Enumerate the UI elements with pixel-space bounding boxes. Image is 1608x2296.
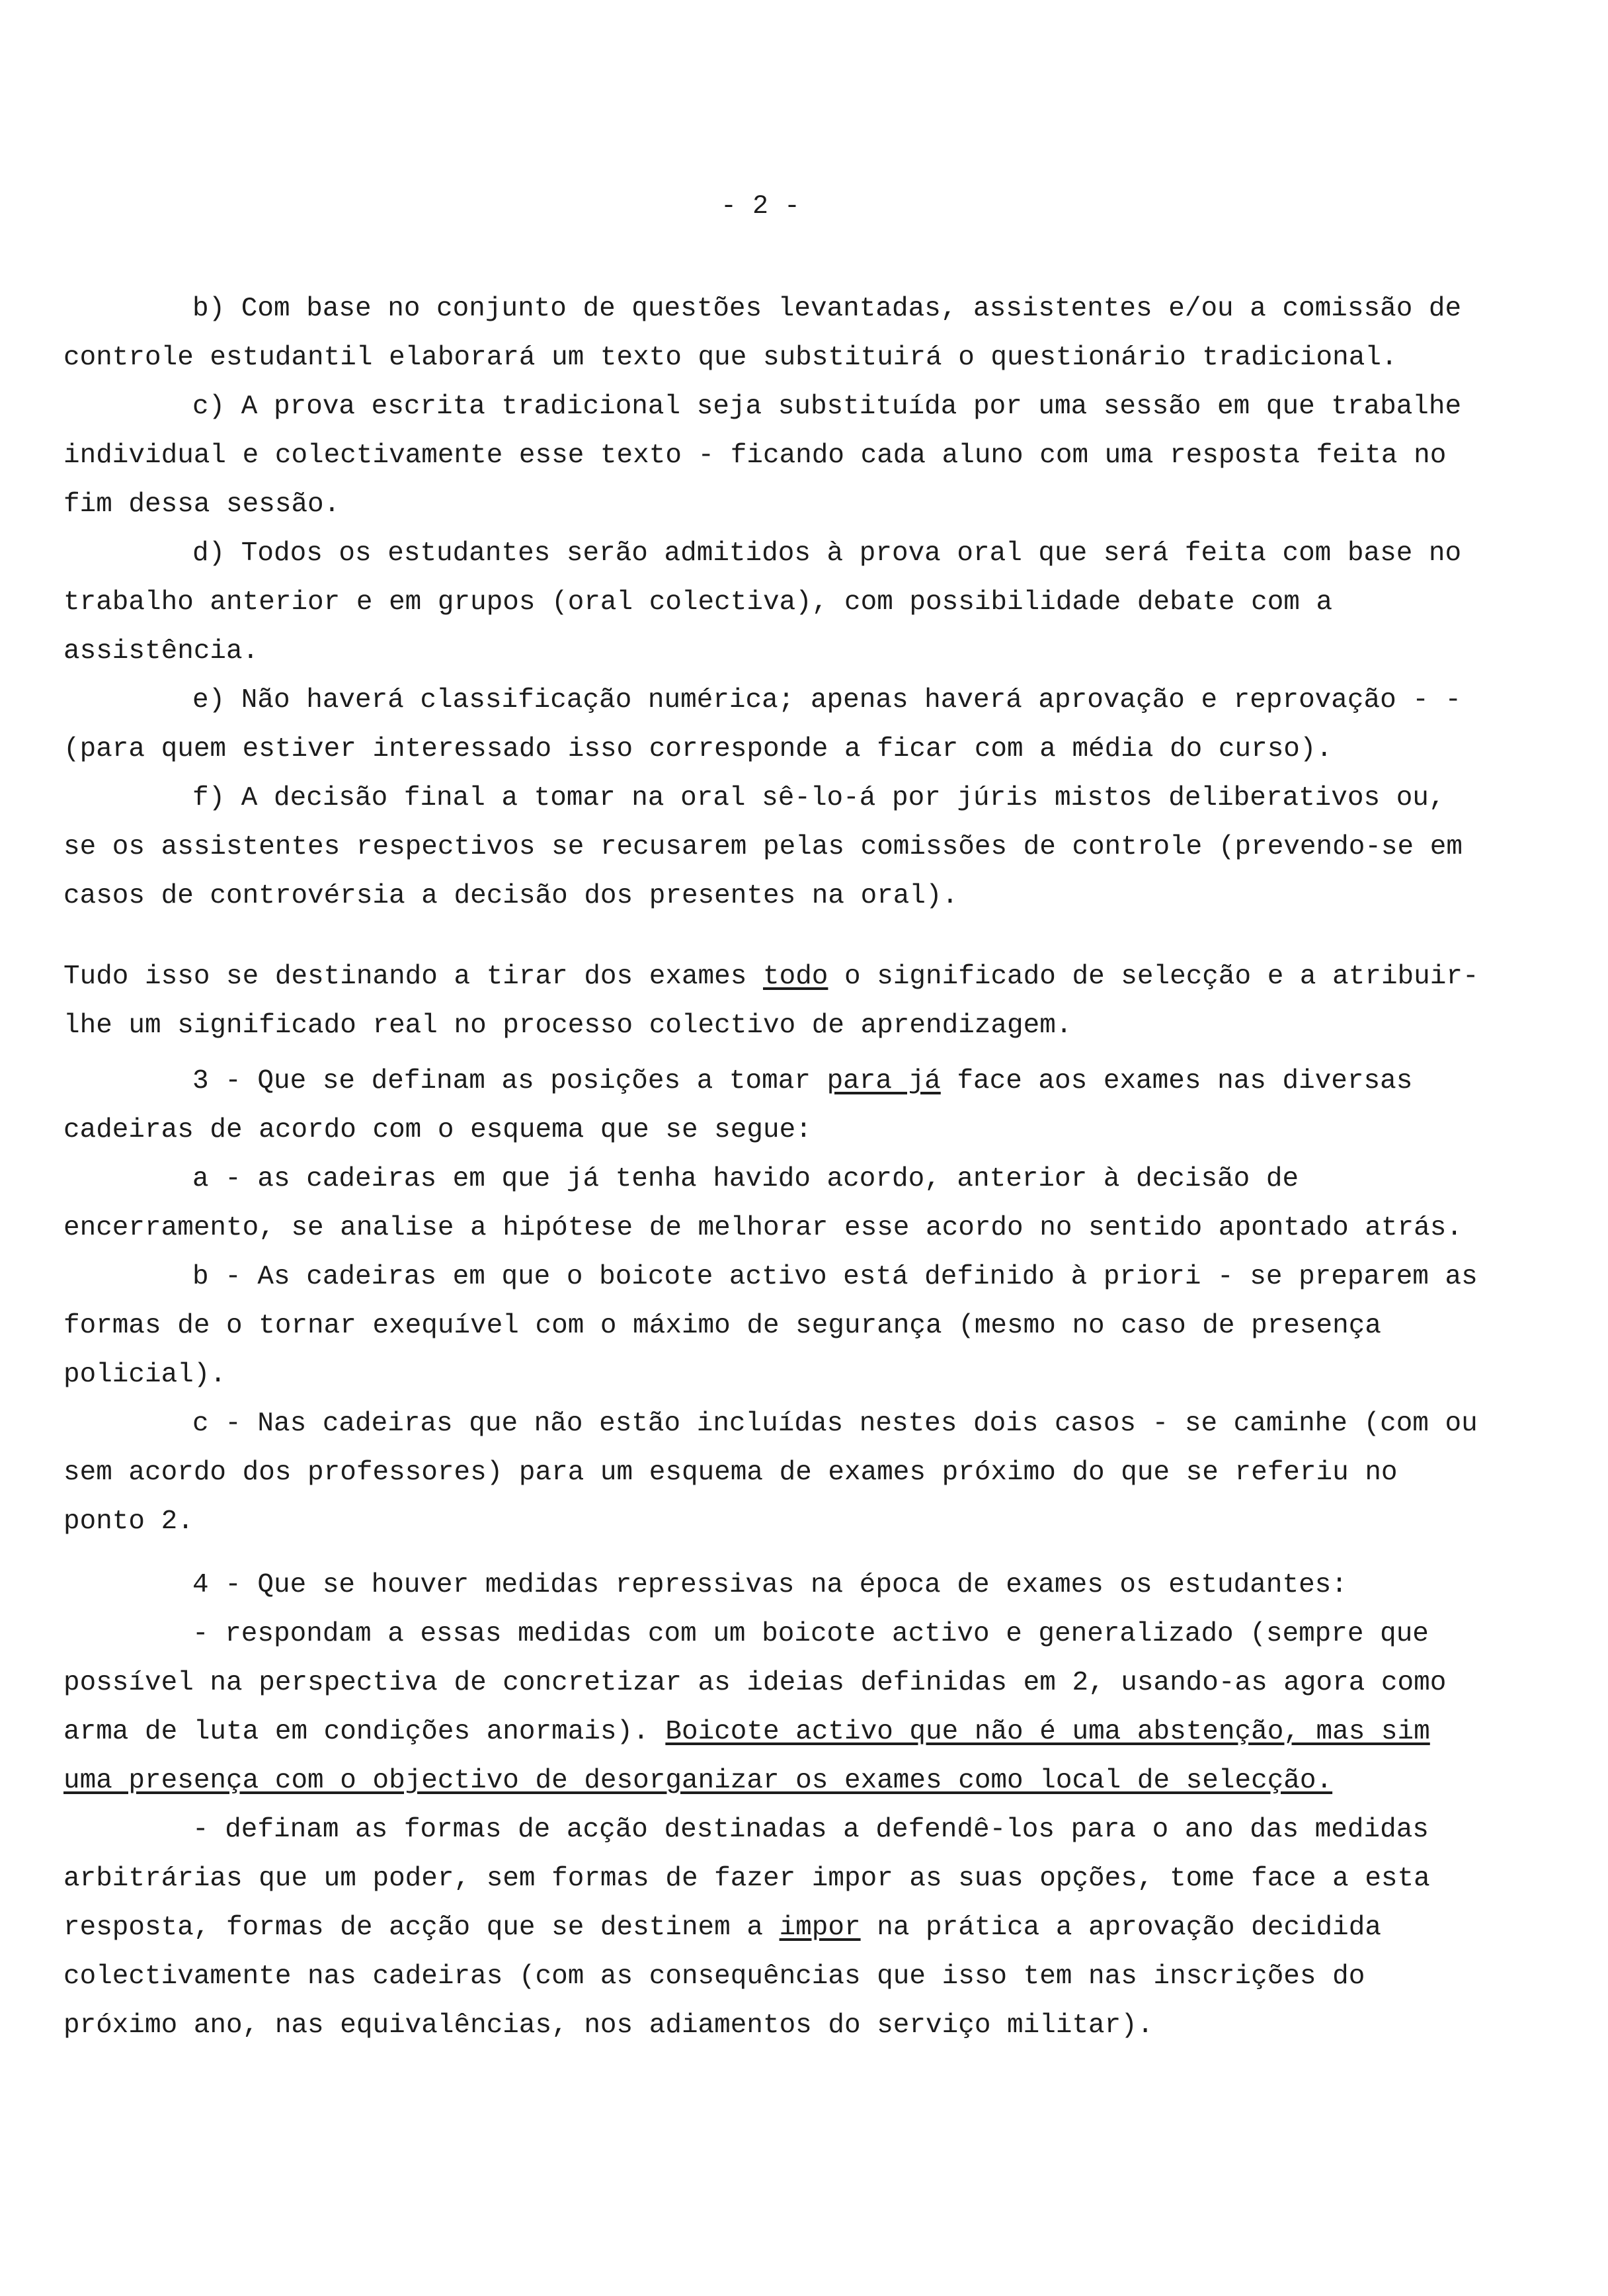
summary-paragraph: Tudo isso se destinando a tirar dos exames todo o significado de selecção e a atribuir-lhe um significado real no processo colectivo de aprendizagem.: [63, 962, 1479, 1041]
point-4-item-1: - respondam a essas medidas com um boicote activo e generalizado (sempre que possível na perspectiva de concretizar as ideias definidas em 2, usando-as agora como arma de luta em condições anormais). Boicote activo que não é uma abstenção, mas sim uma presença com o objectivo de desorganizar os exames como local de selecção.: [63, 1619, 1447, 1796]
item-d: d) Todos os estudantes serão admitidos à prova oral que será feita com base no trabalho anterior e em grupos (oral colectiva), com possibilidade debate com a assistência.: [63, 538, 1462, 667]
point-3-item-a: a - as cadeiras em que já tenha havido acordo, anterior à decisão de encerramento, se analise a hipótese de melhorar esse acordo no sentido apontado atrás.: [63, 1164, 1463, 1243]
point-3-intro: 3 - Que se definam as posições a tomar para já face aos exames nas diversas cadeiras de acordo com o esquema que se segue:: [63, 1066, 1413, 1145]
exam-proposals-list: [63, 284, 1485, 2050]
point-3-item-c: c - Nas cadeiras que não estão incluídas nestes dois casos - se caminhe (com ou sem acordo dos professores) para um esquema de exames próximo do que se referiu no ponto 2.: [63, 1409, 1478, 1537]
underlined-para-ja: para já: [826, 1066, 941, 1096]
item-f: f) A decisão final a tomar na oral sê-lo-á por júris mistos deliberativos ou, se os assistentes respectivos se recusarem pelas comissões de controle (prevendo-se em casos de controvérsia a decisão dos presentes na oral).: [63, 783, 1463, 911]
point-4-item-2: - definam as formas de acção destinadas a defendê-los para o ano das medidas arbitrárias que um poder, sem formas de fazer impor as suas opções, tome face a esta resposta, formas de acção que se destinem a impor na prática a aprovação decidida colectivamente nas cadeiras (com as consequências que isso tem nas inscrições do próximo ano, nas equivalências, nos adiamentos do serviço militar).: [63, 1815, 1430, 2041]
point-3-item-b: b - As cadeiras em que o boicote activo está definido à priori - se preparem as formas de o tornar exequível com o máximo de segurança (mesmo no caso de presença policial).: [63, 1262, 1478, 1390]
item-b: b) Com base no conjunto de questões levantadas, assistentes e/ou a comissão de controle estudantil elaborará um texto que substituirá o questionário tradicional.: [63, 294, 1462, 373]
item-e: e) Não haverá classificação numérica; apenas haverá aprovação e reprovação - - (para quem estiver interessado isso corresponde a ficar com a média do curso).: [63, 685, 1462, 764]
underlined-todo: todo: [762, 962, 828, 992]
page-number: - 2 -: [720, 192, 801, 222]
underlined-boicote-activo: Boicote activo que não é uma abstenção, mas sim uma presença com o objectivo de desorganizar os exames como local de selecção.: [63, 1717, 1430, 1796]
underlined-impor: impor: [779, 1912, 861, 1943]
point-4-intro: 4 - Que se houver medidas repressivas na época de exames os estudantes:: [192, 1570, 1347, 1600]
item-c: c) A prova escrita tradicional seja substituída por uma sessão em que trabalhe individual e colectivamente esse texto - ficando cada aluno com uma resposta feita no fim dessa sessão.: [63, 391, 1462, 520]
